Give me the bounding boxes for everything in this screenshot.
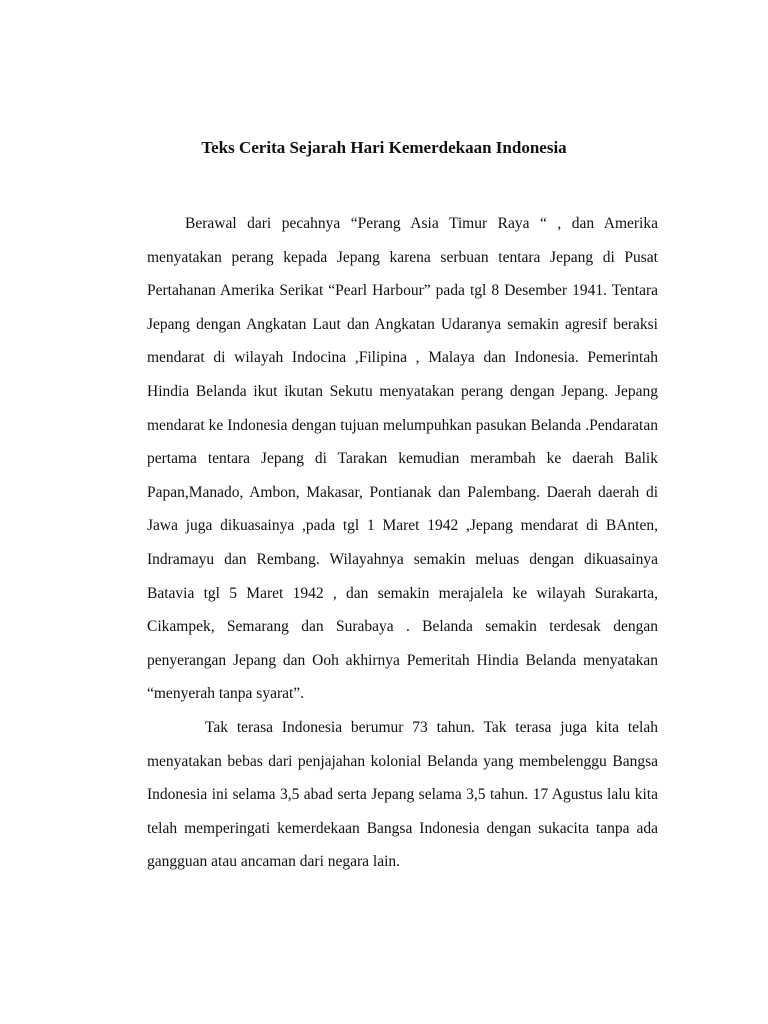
paragraph-1: Berawal dari pecahnya “Perang Asia Timur Raya “ , dan Amerika menyatakan perang kepada Jepang karena serbuan tentara Jepang di Pusat Pertahanan Amerika Serikat “Pearl Harbour” pada tgl 8 Desember 1941. Tentara Jepang dengan Angkatan Laut dan Angkatan Udaranya semakin agresif beraksi mendarat di wilayah Indocina ,Filipina , Malaya dan Indonesia. Pemerintah Hindia Belanda ikut ikutan Sekutu menyatakan perang dengan Jepang. Jepang mendarat ke Indonesia dengan tujuan melumpuhkan pasukan Belanda .Pendaratan pertama tentara Jepang di Tarakan kemudian merambah ke daerah Balik Papan,Manado, Ambon, Makasar, Pontianak dan Palembang. Daerah daerah di Jawa juga dikuasainya ,pada tgl 1 Maret 1942 ,Jepang mendarat di BAnten, Indramayu dan Rembang. Wilayahnya semakin meluas dengan dikuasainya Batavia tgl 5 Maret 1942 , dan semakin merajalela ke wilayah Surakarta, Cikampek, Semarang dan Surabaya . Belanda semakin terdesak dengan penyerangan Jepang dan Ooh akhirnya Pemeritah Hindia Belanda menyatakan “menyerah tanpa syarat”.	[147, 215, 658, 703]
document-body	[147, 207, 658, 879]
paragraph-2: Tak terasa Indonesia berumur 73 tahun. Tak terasa juga kita telah menyatakan bebas dari penjajahan kolonial Belanda yang membelenggu Bangsa Indonesia ini selama 3,5 abad serta Jepang selama 3,5 tahun. 17 Agustus lalu kita telah memperingati kemerdekaan Bangsa Indonesia dengan sukacita tanpa ada gangguan atau ancaman dari negara lain.	[147, 718, 658, 871]
document-title: Teks Cerita Sejarah Hari Kemerdekaan Indonesia	[201, 138, 567, 157]
